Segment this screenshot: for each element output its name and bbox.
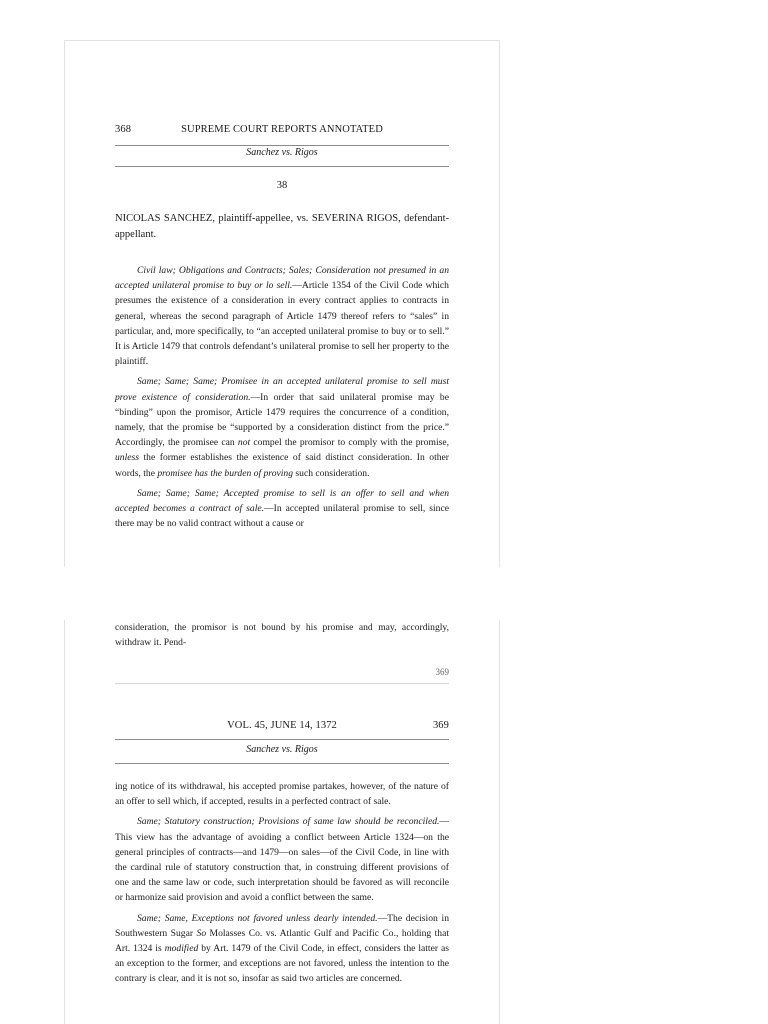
syllabus-paragraph <box>115 486 449 532</box>
continuation-paragraph: ing notice of its withdrawal, his accepted promise partakes, however, of the nature of an offer to sell which, if accepted, results in a perfected contract of sale. <box>115 781 449 808</box>
emphasis: promisee has the burden of proving <box>157 467 294 479</box>
syllabus-text: —In order that said unilateral promise may be “binding” upon the promisor, Article 1479 requires the concurrence of a condition, namely, that the promise be “supported by a consideration distinct from the price.” Accordingly, the promisee can <box>115 391 449 449</box>
syllabus-text: compel the promisor to comply with the promise, <box>250 437 449 449</box>
case-number: 38 <box>276 180 288 191</box>
syllabus-heading: Same; Same; Same; Accepted promise to sell is an offer to sell and when accepted becomes a contract of sale. <box>115 487 449 515</box>
syllabus-paragraph <box>115 911 449 987</box>
syllabus-paragraph <box>115 263 449 369</box>
caption-rule <box>115 166 449 167</box>
syllabus-text: —This view has the advantage of avoiding a conflict between Article 1324—on the general principles of contracts—and 1479—on sales—of the Civil Code, in line with the cardinal rule of statutory construction that, in construing different provisions of one and the same law or code, such interpretation should be favored as will reconcile or harmonize said provision and avoid a conflict between the same. <box>115 816 449 904</box>
syllabus-text: Molasses Co. vs. Atlantic Gulf and Pacific Co., holding that Art. 1324 is <box>115 927 450 955</box>
syllabus-heading: Civil law; Obligations and Contracts; Sales; Consideration not presumed in an accepted unilateral promise to buy or lo sell. <box>115 265 449 292</box>
syllabus-text: —The decision in Southwestern Sugar <box>115 912 449 939</box>
syllabus-heading: Same; Same, Exceptions not favored unless dearly intended. <box>137 912 378 924</box>
emphasis: not <box>237 437 251 449</box>
page-folio: 369 <box>435 667 449 677</box>
syllabus <box>115 779 449 992</box>
syllabus-heading: Same; Statutory construction; Provisions of same law should be reconciled. <box>137 816 440 828</box>
carryover-text-block <box>115 620 449 655</box>
syllabus-text: such consideration. <box>293 467 370 479</box>
emphasis: So <box>196 927 207 939</box>
syllabus-text: —Article 1354 of the Civil Code which presumes the existence of a consideration in every contract applies to contracts in general, whereas the second paragraph of Article 1479 thereof refers to “sales” in particular, and, more specifically, to “an accepted unilateral promise to buy or to sell.” It is Article 1479 that controls defendant’s unilateral promise to sell her property to the plaintiff. <box>115 280 449 368</box>
syllabus-text: by Art. 1479 of the Civil Code, in effect, considers the latter as an exception to the former, and exceptions are not favored, unless the intention to the contrary is clear, and it is not so, insofar as said two articles are concerned. <box>115 943 450 985</box>
carryover-paragraph: consideration, the promisor is not bound by his promise and may, accordingly, withdraw it. Pend- <box>115 622 449 649</box>
header-rule <box>115 739 449 740</box>
syllabus-heading: Same; Same; Same; Promisee in an accepted unilateral promise to sell must prove existence of consideration. <box>115 376 449 403</box>
volume-title: VOL. 45, JUNE 14, 1372 <box>227 720 337 731</box>
page-number: 369 <box>432 720 449 731</box>
page-break-rule <box>115 683 449 684</box>
syllabus-paragraph <box>115 814 449 905</box>
syllabus-paragraph <box>115 374 449 480</box>
case-caption: Sanchez vs. Rigos <box>246 744 318 755</box>
emphasis: unless <box>115 452 139 464</box>
case-parties: NICOLAS SANCHEZ, plaintiff-appellee, vs. SEVERINA RIGOS, defendant-appellant. <box>115 213 449 240</box>
page-368 <box>64 40 500 567</box>
header-rule <box>115 145 449 146</box>
case-caption: Sanchez vs. Rigos <box>246 147 318 158</box>
syllabus <box>115 263 449 536</box>
syllabus-text: —In accepted unilateral promise to sell, since there may be no valid contract without a cause or <box>115 503 449 530</box>
syllabus-text: the former establishes the existence of said distinct consideration. In other words, the <box>115 452 449 479</box>
page-369 <box>64 620 500 1024</box>
reporter-title: SUPREME COURT REPORTS ANNOTATED <box>181 124 383 135</box>
emphasis: modified <box>164 943 199 955</box>
caption-rule <box>115 763 449 764</box>
page-number: 368 <box>115 124 132 135</box>
